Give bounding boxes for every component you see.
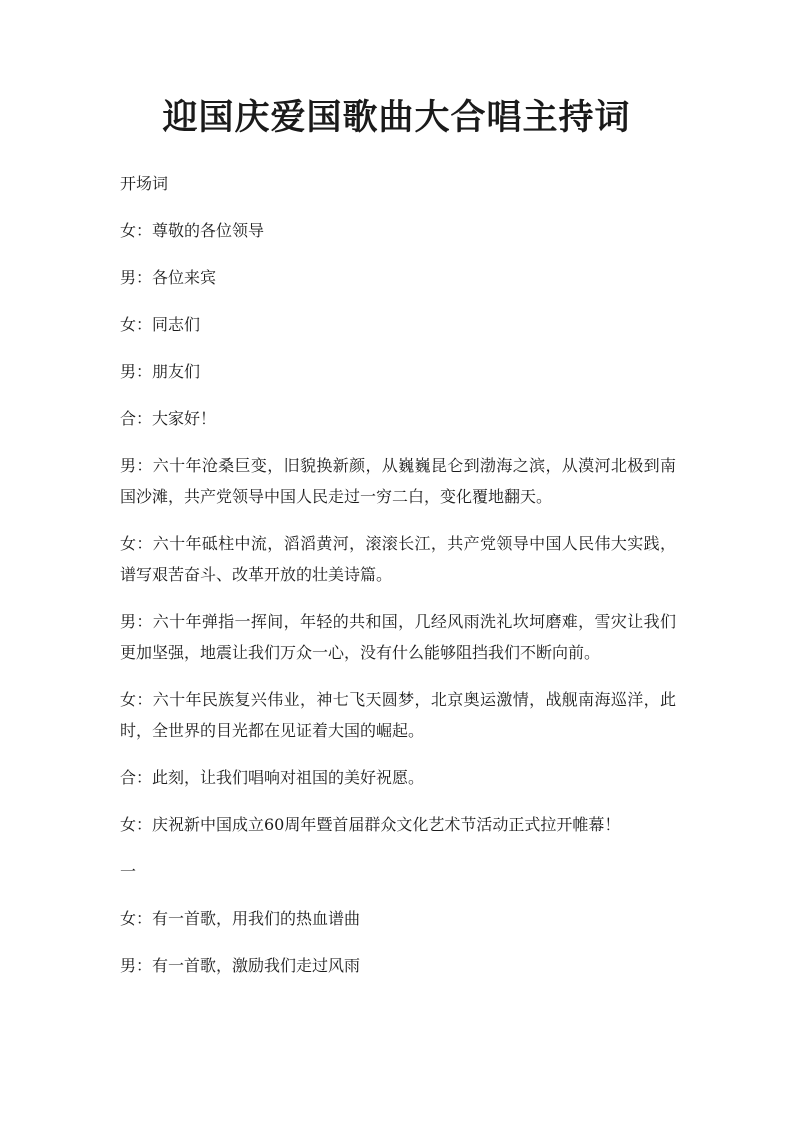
document-title: 迎国庆爱国歌曲大合唱主持词	[162, 97, 631, 138]
paragraph: 女：六十年民族复兴伟业，神七飞天圆梦，北京奥运激情，战舰南海巡洋，此时，全世界的目光都在见证着大国的崛起。	[120, 690, 676, 740]
paragraph: 女：六十年砥柱中流，滔滔黄河，滚滚长江，共产党领导中国人民伟大实践，谱写艰苦奋斗、改革开放的壮美诗篇。	[120, 534, 676, 584]
paragraph: 男：六十年弹指一挥间，年轻的共和国，几经风雨洗礼坎坷磨难，雪灾让我们更加坚强，地震让我们万众一心，没有什么能够阻挡我们不断向前。	[120, 612, 676, 662]
paragraph: 男：有一首歌，激励我们走过风雨	[120, 956, 361, 975]
paragraph: 女：庆祝新中国成立60周年暨首届群众文化艺术节活动正式拉开帷幕！	[120, 815, 621, 834]
paragraph: 女：尊敬的各位领导	[120, 221, 265, 240]
paragraph: 女：有一首歌，用我们的热血谱曲	[120, 909, 361, 928]
paragraph: 男：六十年沧桑巨变，旧貌换新颜，从巍巍昆仑到渤海之滨，从漠河北极到南国沙滩，共产党领导中国人民走过一穷二白，变化覆地翻天。	[120, 456, 676, 506]
paragraph: 男：朋友们	[120, 362, 201, 381]
paragraph: 合：大家好！	[120, 409, 217, 428]
paragraph: 男：各位来宾	[120, 268, 217, 287]
paragraph: 合：此刻，让我们唱响对祖国的美好祝愿。	[120, 768, 425, 787]
paragraph: 女：同志们	[120, 315, 201, 334]
paragraph-opening-heading: 开场词	[120, 174, 169, 193]
section-number: 一	[120, 862, 137, 881]
document-body	[120, 168, 676, 997]
